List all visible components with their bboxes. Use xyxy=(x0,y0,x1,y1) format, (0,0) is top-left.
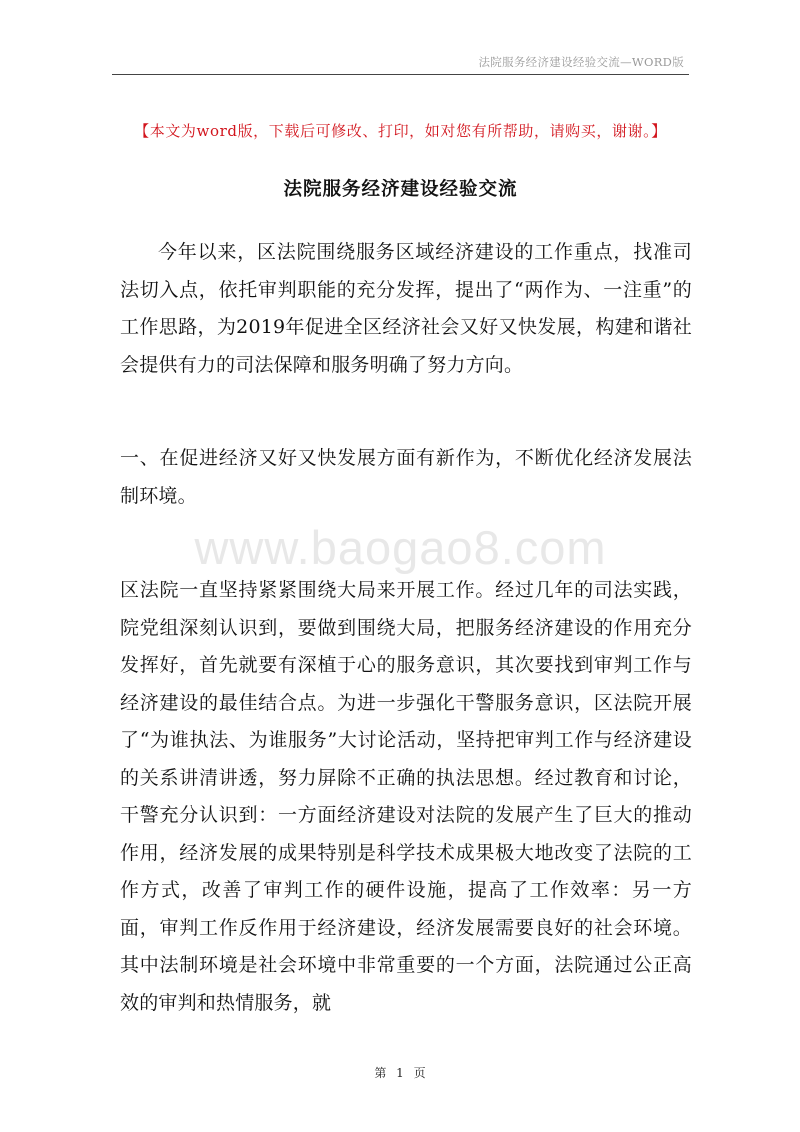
section-heading-1: 一、在促进经济又好又快发展方面有新作为，不断优化经济发展法制环境。 xyxy=(120,447,692,507)
footer-prefix: 第 xyxy=(374,1066,387,1080)
running-header: 法院服务经济建设经验交流—WORD版 xyxy=(478,55,684,69)
paragraph-body: 区法院一直坚持紧紧围绕大局来开展工作。经过几年的司法实践，院党组深刻认识到，要做到围绕大局，把服务经济建设的作用充分发挥好，首先就要有深植于心的服务意识，其次要找到审判工作与经济建设的最佳结合点。为进一步强化干警服务意识，区法院开展了“为谁执法、为谁服务”大讨论活动，坚持把审判工作与经济建设的关系讲清讲透，努力屏除不正确的执法思想。经过教育和讨论，干警充分认识到：一方面经济建设对法院的发展产生了巨大的推动作用，经济发展的成果特别是科学技术成果极大地改变了法院的工作方式，改善了审判工作的硬件设施，提高了工作效率：另一方面，审判工作反作用于经济建设，经济发展需要良好的社会环境。其中法制环境是社会环境中非常重要的一个方面，法院通过公正高效的审判和热情服务，就 xyxy=(120,579,692,1014)
paragraph-intro: 今年以来，区法院围绕服务区域经济建设的工作重点，找准司法切入点，依托审判职能的充分发挥，提出了“两作为、一注重”的工作思路，为2019年促进全区经济社会又好又快发展，构建和谐社会提供有力的司法保障和服务明确了努力方向。 xyxy=(120,241,692,376)
footer-suffix: 页 xyxy=(413,1066,426,1080)
page-number: 1 xyxy=(396,1066,404,1080)
purchase-notice: 【本文为word版，下载后可修改、打印，如对您有所帮助，请购买，谢谢。】 xyxy=(134,122,667,140)
header-divider xyxy=(112,74,689,75)
watermark: www.baogao8.com xyxy=(194,521,607,574)
page-footer xyxy=(0,1064,800,1081)
document-title: 法院服务经济建设经验交流 xyxy=(283,179,518,200)
